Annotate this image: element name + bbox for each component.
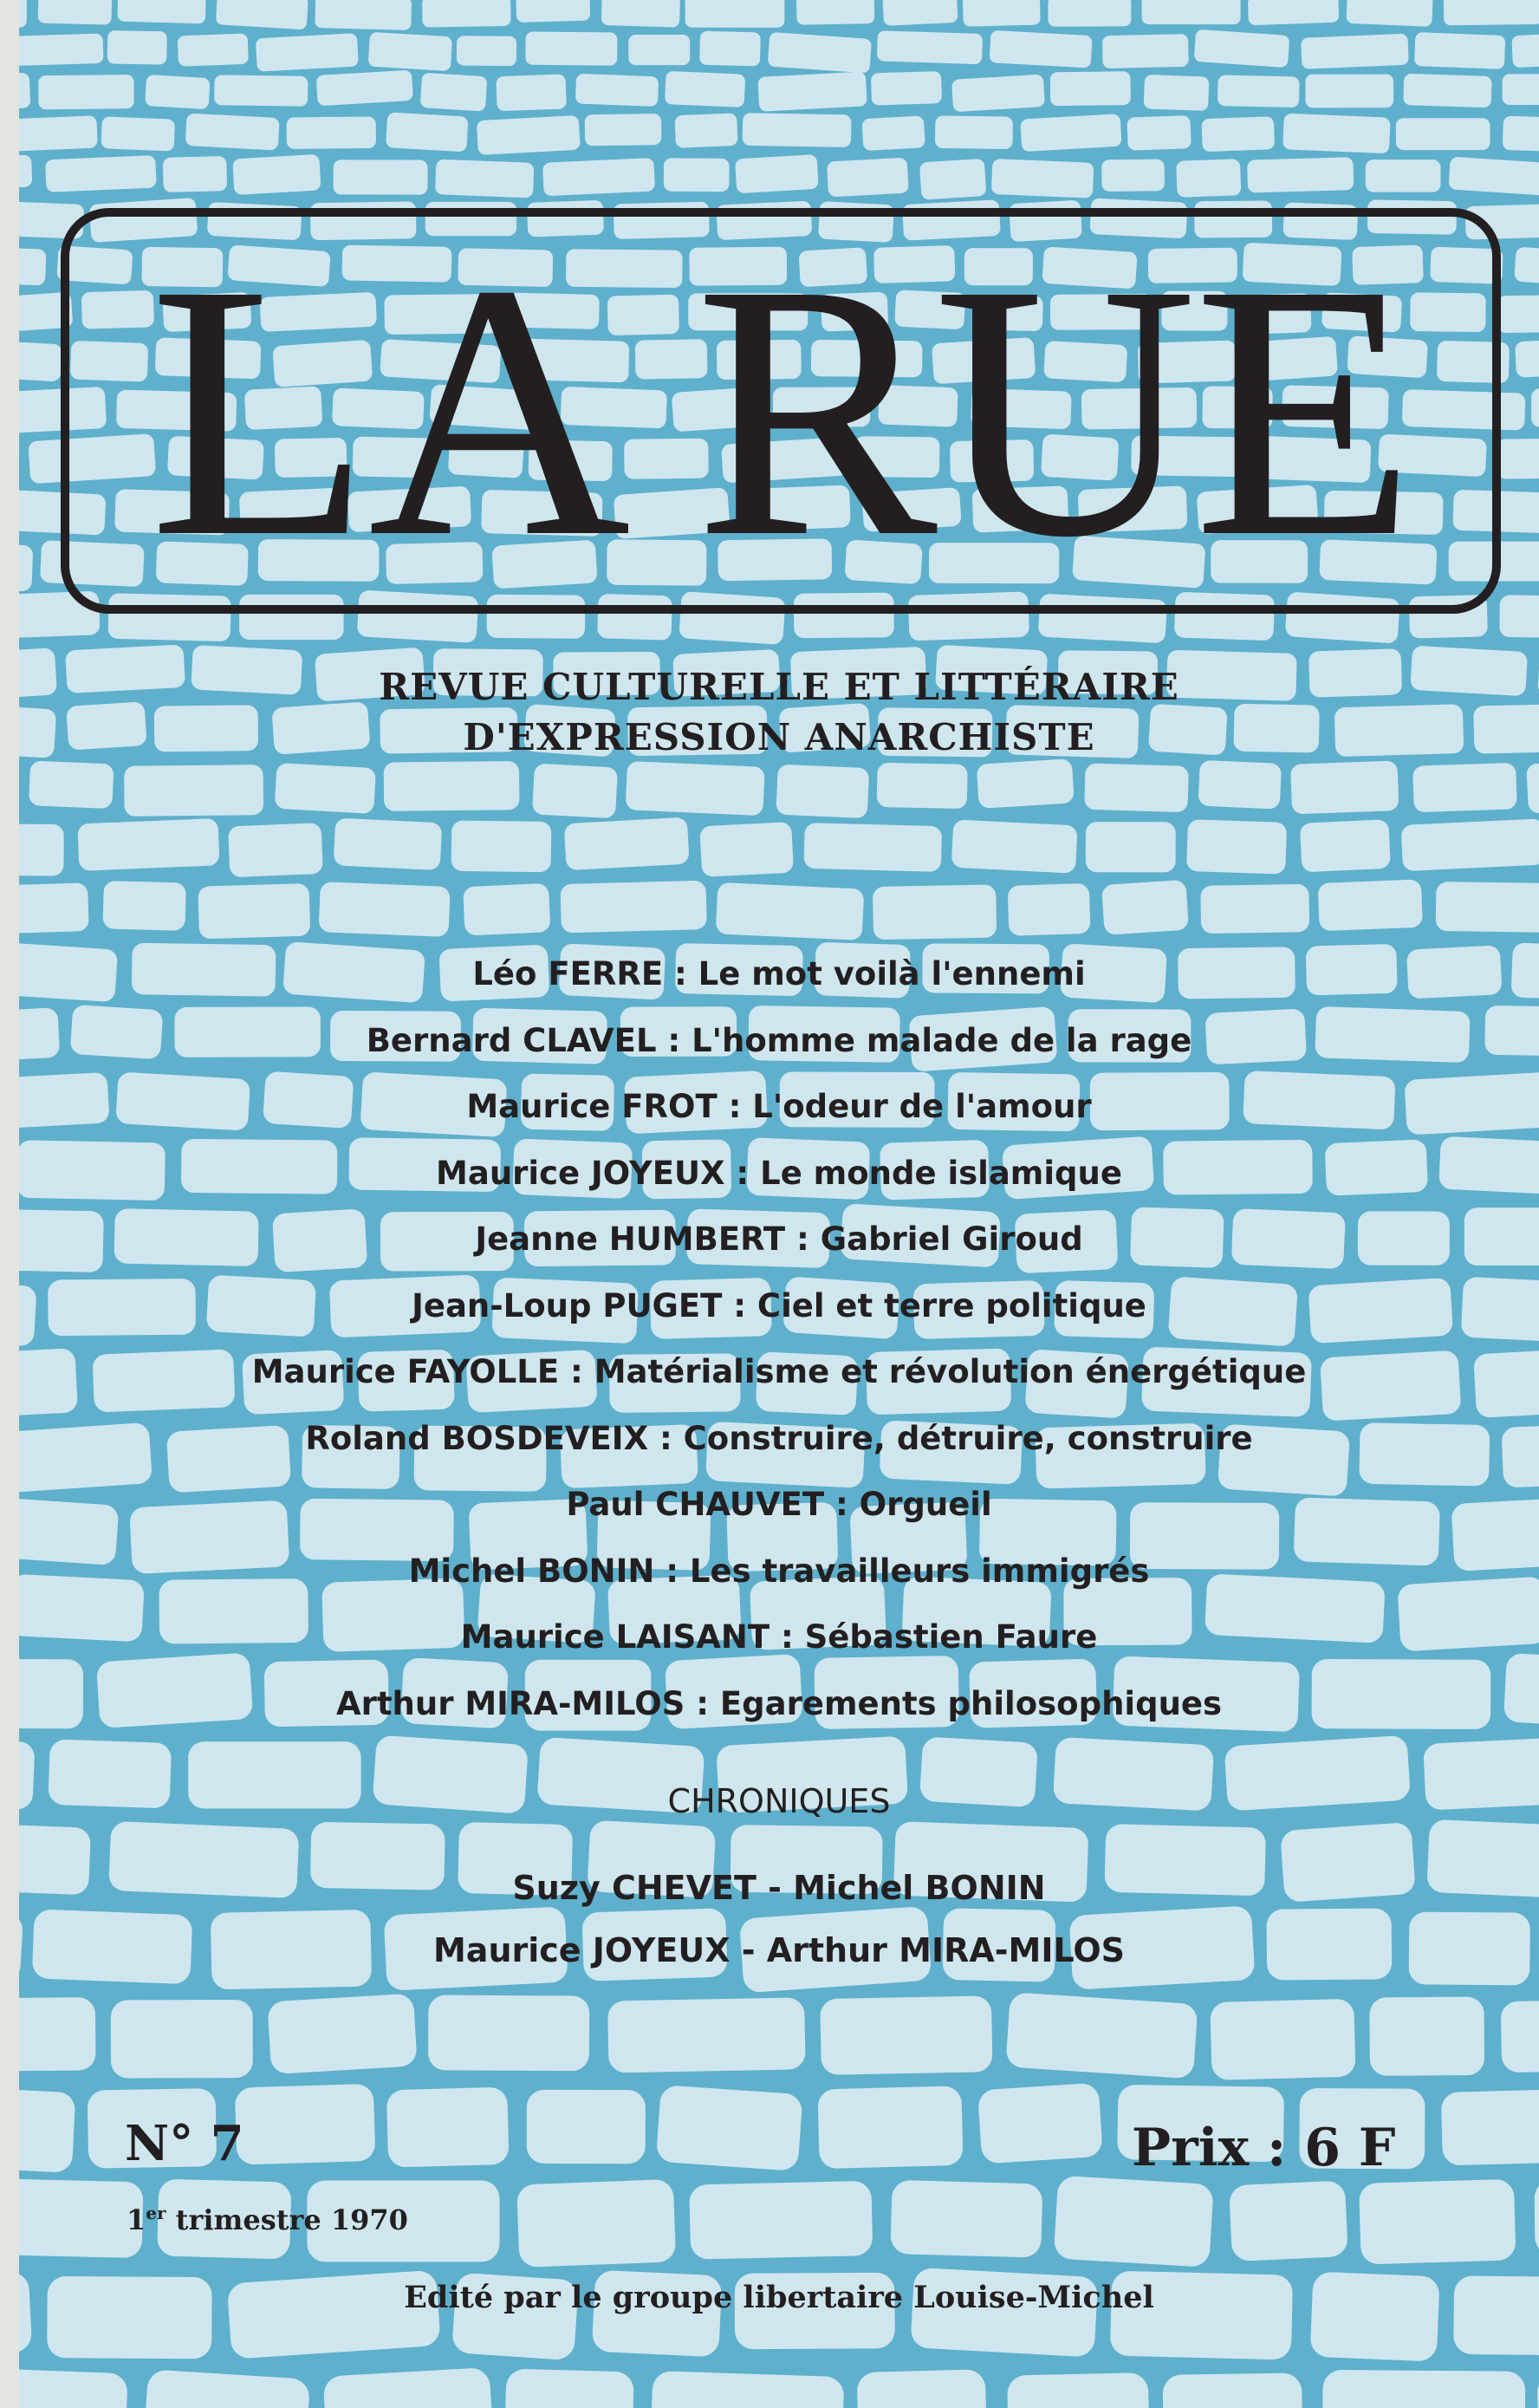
cobblestone bbox=[796, 0, 874, 25]
cobblestone bbox=[45, 155, 157, 192]
cobblestone bbox=[516, 2179, 676, 2268]
cobblestone bbox=[117, 0, 206, 23]
cobblestone bbox=[19, 33, 104, 66]
cobblestone bbox=[1020, 114, 1121, 152]
cobblestone bbox=[1054, 2176, 1214, 2268]
cobblestone bbox=[256, 33, 359, 72]
cobblestone bbox=[19, 823, 64, 875]
cobblestone bbox=[457, 36, 516, 66]
cobblestone bbox=[1318, 879, 1423, 931]
cobblestone bbox=[656, 2085, 803, 2171]
cobblestone bbox=[607, 1997, 806, 2073]
cobblestone bbox=[38, 75, 134, 109]
cobblestone bbox=[198, 883, 310, 939]
contents-item: Maurice JOYEUX : Le monde islamique bbox=[436, 1154, 1122, 1192]
cobblestone bbox=[1396, 118, 1490, 150]
cobblestone bbox=[977, 2083, 1103, 2164]
cobblestone bbox=[871, 71, 942, 106]
magazine-title: LA RUE bbox=[149, 209, 1412, 612]
cobblestone bbox=[1248, 0, 1340, 25]
cobblestone bbox=[963, 0, 1041, 27]
cobblestone bbox=[1048, 0, 1131, 27]
cobblestone bbox=[1050, 71, 1131, 106]
cobblestone bbox=[542, 158, 655, 196]
cobblestone bbox=[1444, 0, 1539, 25]
cobblestone bbox=[560, 881, 706, 934]
magazine-cover bbox=[19, 0, 1539, 2408]
cobblestone bbox=[527, 2090, 646, 2164]
cobblestone bbox=[1086, 822, 1176, 872]
cobblestone bbox=[935, 115, 1013, 149]
cobblestone bbox=[1142, 0, 1241, 24]
cobblestone bbox=[275, 763, 376, 814]
cobblestone bbox=[1201, 116, 1275, 152]
subtitle-line-2: D'EXPRESSION ANARCHISTE bbox=[463, 716, 1095, 758]
cobblestone bbox=[228, 823, 323, 877]
contents-item: Arthur MIRA-MILOS : Egarements philosophiques bbox=[335, 1684, 1223, 1722]
masthead-frame bbox=[61, 208, 1501, 614]
price-label: Prix : 6 F bbox=[1132, 2118, 1396, 2178]
cobblestone bbox=[1194, 29, 1290, 68]
cobblestone bbox=[1127, 115, 1191, 151]
cobblestone bbox=[919, 159, 986, 200]
table-of-contents bbox=[19, 941, 1539, 1737]
cobblestone bbox=[516, 0, 590, 23]
cobblestone bbox=[267, 1994, 417, 2075]
cobblestone bbox=[1441, 2088, 1539, 2166]
contents-item: Paul CHAUVET : Orgueil bbox=[566, 1486, 992, 1523]
cobblestone bbox=[1366, 159, 1441, 192]
contents-item: Bernard CLAVEL : L'homme malade de la rage bbox=[366, 1021, 1192, 1059]
issue-number: N° 7 bbox=[125, 2115, 244, 2172]
cobblestone bbox=[38, 0, 113, 25]
cobblestone bbox=[817, 2086, 963, 2169]
cobblestone bbox=[1497, 439, 1539, 479]
cobblestone bbox=[1144, 75, 1210, 111]
cobblestone bbox=[685, 0, 785, 28]
cobblestone bbox=[77, 818, 219, 871]
cobblestone bbox=[477, 115, 581, 155]
cobblestone bbox=[699, 31, 761, 67]
issue-date-suffix: er bbox=[146, 2203, 166, 2223]
cobblestone bbox=[163, 156, 227, 192]
cobblestone bbox=[626, 761, 765, 816]
cobblestone bbox=[873, 884, 997, 940]
cobblestone bbox=[214, 75, 308, 106]
cobblestone bbox=[422, 0, 511, 28]
issue-date-ordinal: 1 bbox=[127, 2203, 146, 2236]
cobblestone bbox=[689, 2181, 873, 2260]
cobblestone bbox=[628, 35, 690, 65]
cobblestone bbox=[496, 74, 566, 111]
cobblestone bbox=[716, 882, 865, 940]
cobblestone bbox=[857, 2369, 988, 2408]
cobblestone bbox=[315, 0, 412, 30]
cobblestone bbox=[1200, 884, 1309, 934]
publisher-line: Edité par le groupe libertaire Louise-Michel bbox=[404, 2280, 1154, 2315]
chroniques-line-1: Suzy CHEVET - Michel BONIN bbox=[512, 1869, 1046, 1907]
cobblestone bbox=[564, 817, 690, 871]
cobblestone bbox=[803, 823, 942, 872]
cobblestone bbox=[862, 115, 925, 151]
cobblestone bbox=[650, 2371, 844, 2408]
cobblestone bbox=[827, 158, 909, 198]
contents-item: Michel BONIN : Les travailleurs immigrés bbox=[408, 1552, 1150, 1590]
cobblestone bbox=[435, 159, 534, 198]
cobblestone bbox=[1247, 157, 1354, 192]
cobblestone bbox=[768, 32, 872, 74]
cobblestone bbox=[319, 882, 451, 937]
cobblestone bbox=[1346, 0, 1432, 27]
cobblestone bbox=[1412, 763, 1517, 812]
cobblestone bbox=[1101, 159, 1165, 192]
cobblestone bbox=[1282, 114, 1390, 154]
cobblestone bbox=[334, 818, 443, 871]
cobblestone bbox=[1503, 74, 1539, 105]
cobblestone bbox=[19, 245, 47, 285]
cobblestone bbox=[1514, 247, 1539, 286]
contents-item: Jeanne HUMBERT : Gabriel Giroud bbox=[475, 1220, 1083, 1258]
cobblestone bbox=[1403, 74, 1492, 108]
cobblestone bbox=[1501, 1999, 1539, 2073]
cobblestone bbox=[951, 819, 1078, 873]
cobblestone bbox=[735, 154, 819, 193]
cobblestone bbox=[124, 765, 263, 817]
cobblestone bbox=[1102, 34, 1189, 68]
cobblestone bbox=[145, 75, 210, 109]
cobblestone bbox=[287, 116, 376, 148]
cobblestone bbox=[977, 758, 1075, 809]
cobblestone bbox=[334, 159, 428, 194]
cobblestone bbox=[386, 112, 468, 152]
cobblestone bbox=[575, 74, 659, 107]
cobblestone bbox=[1229, 2180, 1348, 2262]
cobblestone bbox=[232, 154, 321, 195]
contents-item: Maurice FROT : L'odeur de l'amour bbox=[466, 1088, 1092, 1125]
cobblestone bbox=[1511, 31, 1539, 68]
contents-item: Maurice FAYOLLE : Matérialisme et révolution énergétique bbox=[251, 1353, 1307, 1390]
cobblestone bbox=[451, 821, 552, 873]
cobblestone bbox=[757, 71, 867, 111]
cobblestone bbox=[1369, 1997, 1484, 2076]
cobblestone bbox=[1007, 2372, 1150, 2408]
cobblestone bbox=[1163, 2372, 1303, 2408]
cobblestone bbox=[776, 765, 869, 819]
cobblestone bbox=[235, 2084, 376, 2165]
chroniques-heading: CHRONIQUES bbox=[667, 1782, 891, 1820]
cobblestone bbox=[111, 2000, 253, 2078]
cobblestone bbox=[674, 113, 737, 147]
cobblestone bbox=[991, 159, 1094, 198]
cobblestone bbox=[1186, 819, 1287, 874]
cobblestone bbox=[1322, 2370, 1525, 2408]
cobblestone bbox=[19, 882, 89, 934]
cobblestone bbox=[1401, 818, 1539, 871]
cobblestone bbox=[102, 881, 185, 931]
contents-item: Léo FERRE : Le mot voilà l'ennemi bbox=[472, 955, 1086, 992]
issue-date-rest: trimestre 1970 bbox=[166, 2203, 408, 2236]
cobblestone bbox=[699, 822, 794, 877]
contents-item: Maurice LAISANT : Sébastien Faure bbox=[460, 1618, 1098, 1656]
cobblestone bbox=[525, 31, 617, 65]
cobblestone bbox=[384, 761, 520, 811]
cobblestone bbox=[1218, 75, 1300, 107]
contents-item: Roland BOSDEVEIX : Construire, détruire, construire bbox=[305, 1419, 1253, 1457]
cobblestone bbox=[101, 116, 175, 151]
cobblestone bbox=[1176, 159, 1241, 198]
cobblestone bbox=[1499, 595, 1539, 638]
cobblestone bbox=[665, 71, 745, 107]
cobblestone bbox=[820, 1995, 992, 2075]
cobblestone bbox=[990, 30, 1093, 68]
cobblestone bbox=[882, 0, 958, 26]
cobblestone bbox=[1305, 75, 1393, 108]
cobblestone bbox=[1210, 1999, 1355, 2080]
cobblestone bbox=[504, 2368, 634, 2408]
cobblestone bbox=[428, 1995, 589, 2072]
cobblestone bbox=[1084, 763, 1189, 812]
cobblestone bbox=[585, 114, 662, 146]
cobblestone bbox=[185, 114, 280, 151]
cobblestone bbox=[107, 30, 167, 64]
cobblestone bbox=[1008, 883, 1091, 936]
cobblestone bbox=[29, 761, 114, 810]
cobblestone bbox=[19, 1997, 96, 2072]
cobblestone bbox=[368, 32, 452, 71]
cobblestone bbox=[1359, 2179, 1516, 2265]
cobblestone bbox=[1198, 760, 1282, 810]
cobblestone bbox=[386, 2087, 510, 2168]
cobblestone bbox=[532, 764, 618, 819]
cobblestone bbox=[420, 73, 488, 112]
cobblestone bbox=[19, 0, 27, 28]
cobblestone bbox=[951, 75, 1045, 113]
cobblestone bbox=[19, 115, 98, 152]
cobblestone bbox=[890, 2180, 1042, 2258]
cobblestone bbox=[664, 158, 730, 192]
cobblestone bbox=[1503, 116, 1539, 153]
cobblestone bbox=[1497, 295, 1539, 333]
cobblestone bbox=[1290, 760, 1399, 814]
cobblestone bbox=[178, 34, 249, 67]
issue-date bbox=[127, 2193, 408, 2240]
chroniques-line-2: Maurice JOYEUX - Arthur MIRA-MILOS bbox=[432, 1931, 1126, 1969]
cobblestone bbox=[877, 30, 983, 64]
cobblestone bbox=[1414, 32, 1505, 69]
cobblestone bbox=[19, 2177, 144, 2258]
cobblestone bbox=[1301, 34, 1409, 69]
cobblestone bbox=[1101, 880, 1189, 935]
cobblestone bbox=[1005, 1992, 1198, 2079]
cobblestone bbox=[1300, 819, 1391, 872]
subtitle-line-1: REVUE CULTURELLE ET LITTÉRAIRE bbox=[379, 666, 1179, 708]
contents-item: Jean-Loup PUGET : Ciel et terre politique bbox=[412, 1286, 1146, 1324]
cobblestone bbox=[316, 70, 413, 107]
cobblestone bbox=[601, 0, 680, 28]
cobblestone bbox=[1531, 388, 1539, 427]
cobblestone bbox=[19, 338, 62, 381]
cobblestone bbox=[877, 763, 968, 809]
subtitle bbox=[19, 662, 1539, 763]
cobblestone bbox=[463, 883, 550, 936]
cobblestone bbox=[1436, 882, 1539, 933]
cobblestone bbox=[743, 113, 852, 147]
cobblestone bbox=[19, 2083, 75, 2172]
